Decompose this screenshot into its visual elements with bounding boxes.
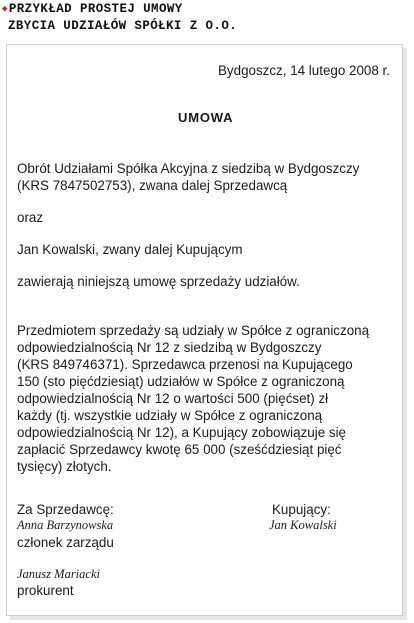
contract-document	[6, 44, 403, 616]
buyer-line: Jan Kowalski, zwany dalej Kupującym	[17, 242, 243, 257]
body-line: 150 (sto pięćdziesiąt) udziałów w Spółce z ograniczoną	[17, 374, 345, 389]
seller-line-2: (KRS 7847502753), zwana dalej Sprzedawcą	[17, 178, 288, 193]
seller-signer-2-signature: Janusz Mariacki	[17, 567, 100, 581]
intro-line: zawierają niniejszą umowę sprzedaży udziałów.	[17, 274, 300, 289]
buyer-signature-label: Kupujący:	[272, 502, 331, 517]
body-line: odpowiedzialnością Nr 12), a Kupujący zobowiązuje się	[17, 425, 346, 440]
seller-signer-1-signature: Anna Barzynowska	[17, 518, 114, 532]
seller-signer-1-role: członek zarządu	[17, 535, 114, 550]
seller-signer-2-role: prokurent	[17, 583, 74, 598]
body-line: (KRS 849746371). Sprzedawca przenosi na Kupującego	[17, 357, 353, 372]
body-line: zapłacić Sprzedawcy kwotę 65 000 (sześćdziesiąt pięć	[17, 442, 342, 457]
body-line: odpowiedzialnością Nr 12 o wartości 500 (pięćset) zł	[17, 391, 329, 406]
buyer-signer-signature: Jan Kowalski	[269, 518, 337, 532]
seller-signature-label: Za Sprzedawcę:	[17, 502, 114, 517]
bullet-icon: ◆	[2, 4, 8, 14]
conjunction: oraz	[17, 210, 44, 225]
place-date: Bydgoszcz, 14 lutego 2008 r.	[218, 63, 390, 78]
seller-line-1: Obrót Udziałami Spółka Akcyjna z siedzibą w Bydgoszczy	[17, 161, 360, 176]
body-line: odpowiedzialnością Nr 12 z siedzibą w Bydgoszczy	[17, 340, 322, 355]
body-line: tysięcy) złotych.	[17, 459, 112, 474]
body-line: Przedmiotem sprzedaży są udziały w Spółce z ograniczoną	[17, 323, 370, 338]
header-line-1-text: PRZYKŁAD PROSTEJ UMOWY	[8, 2, 183, 16]
header-line-2: ZBYCIA UDZIAŁÓW SPÓŁKI Z O.O.	[8, 19, 238, 33]
document-title: UMOWA	[178, 110, 234, 125]
body-line: każdy (tj. wszystkie udziały w Spółce z ograniczoną	[17, 408, 323, 423]
